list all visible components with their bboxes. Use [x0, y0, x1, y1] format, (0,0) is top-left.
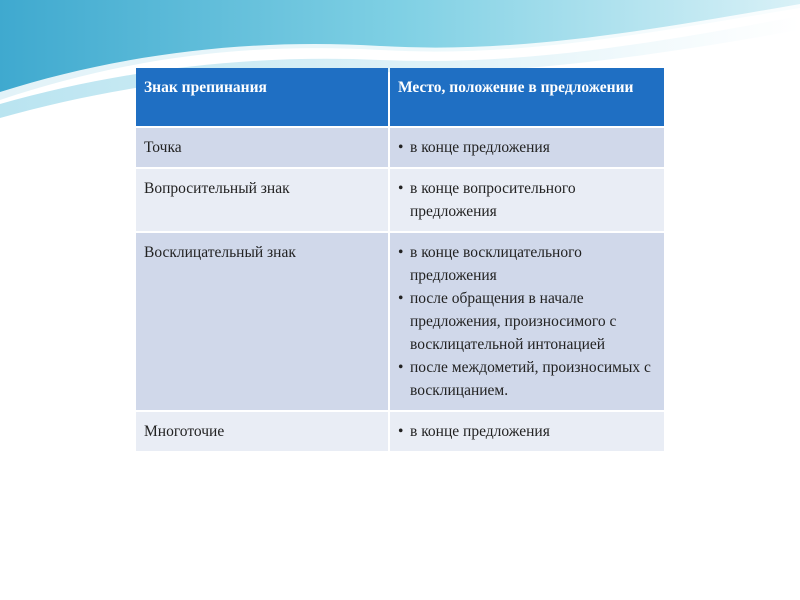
punctuation-table	[134, 66, 666, 453]
table-row	[136, 233, 664, 410]
table-row	[136, 128, 664, 167]
sign-cell: Точка	[136, 128, 388, 167]
places-cell	[390, 169, 664, 231]
places-cell	[390, 128, 664, 167]
place-item: • после междометий, произносимых с восклицанием.	[398, 356, 654, 402]
header-position: Место, положение в предложении	[390, 68, 664, 126]
place-item: • в конце предложения	[398, 420, 654, 443]
place-item: • в конце предложения	[398, 136, 654, 159]
sign-cell: Восклицательный знак	[136, 233, 388, 410]
header-sign: Знак препинания	[136, 68, 388, 126]
place-item: • в конце вопросительного предложения	[398, 177, 654, 223]
place-item: • в конце восклицательного предложения	[398, 241, 654, 287]
sign-cell: Многоточие	[136, 412, 388, 451]
table-row	[136, 169, 664, 231]
places-cell	[390, 233, 664, 410]
header-row	[136, 68, 664, 126]
table-row	[136, 412, 664, 451]
place-item: • после обращения в начале предложения, произносимого с восклицательной интонацией	[398, 287, 654, 356]
sign-cell: Вопросительный знак	[136, 169, 388, 231]
places-cell	[390, 412, 664, 451]
